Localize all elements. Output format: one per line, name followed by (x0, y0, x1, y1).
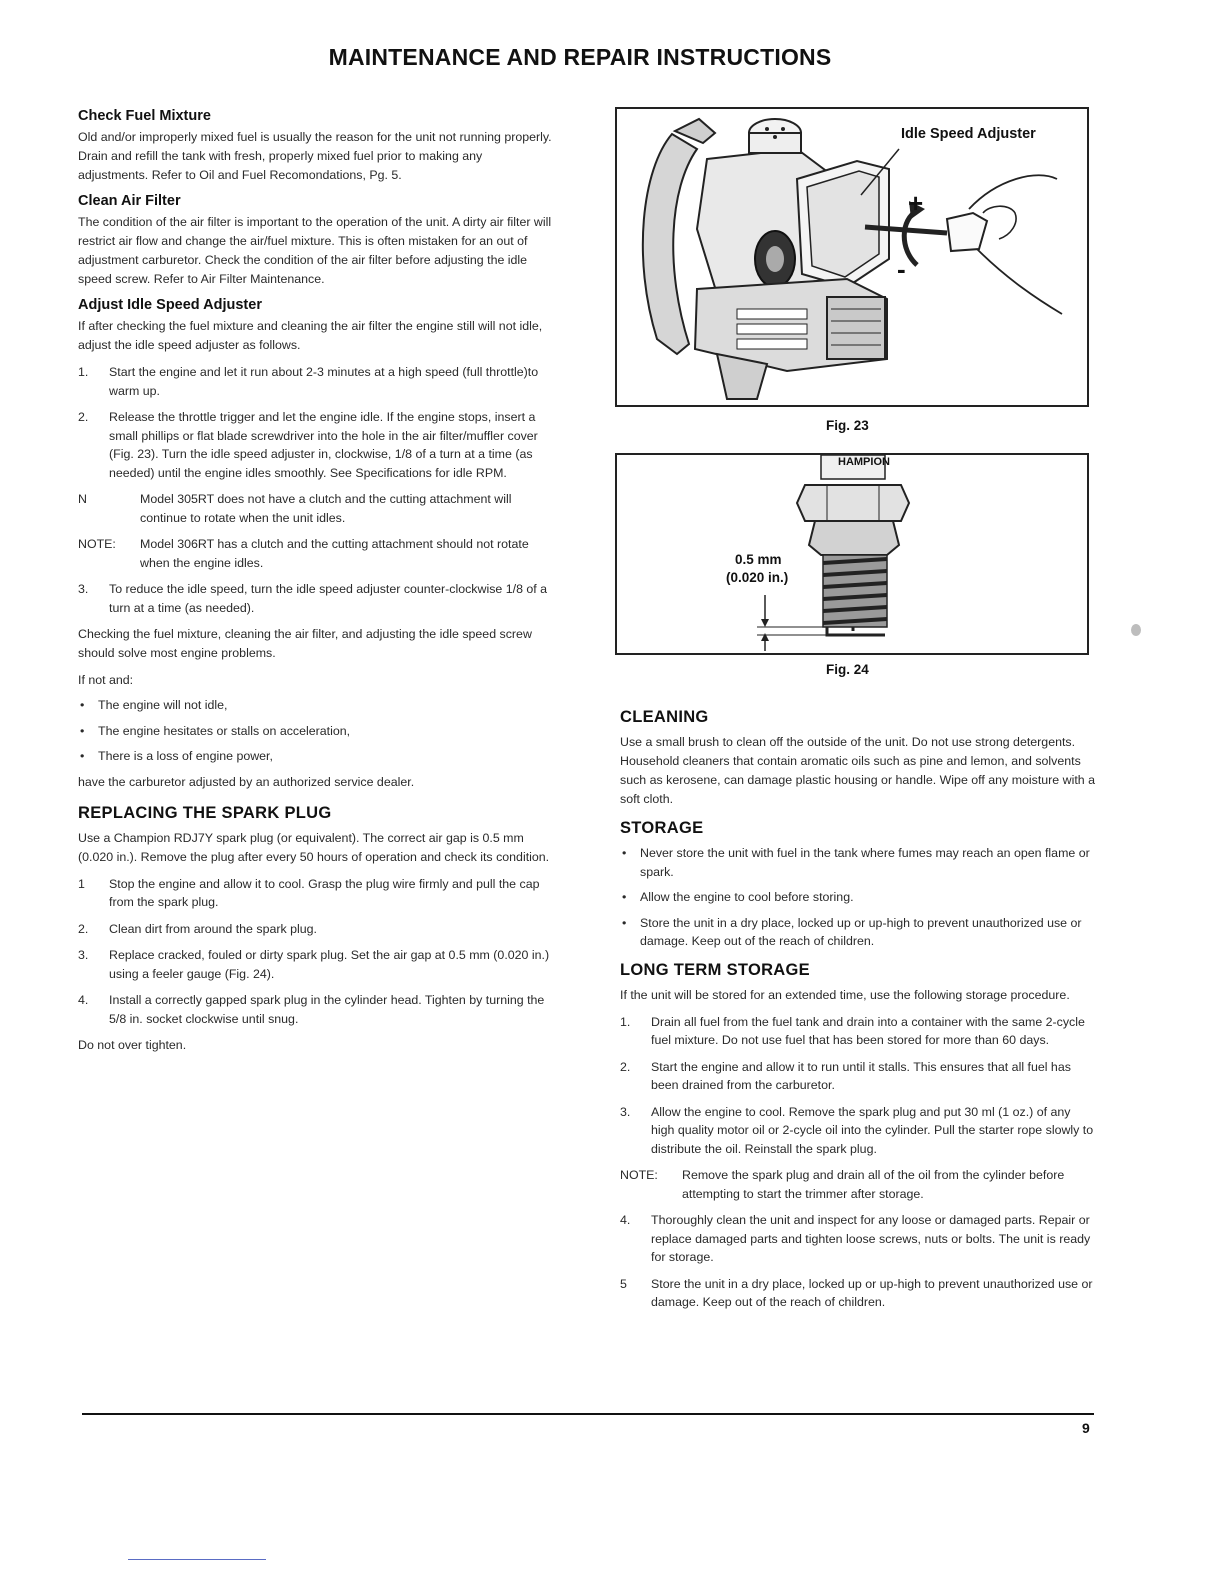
adjust-idle-intro: If after checking the fuel mixture and cleaning the air filter the engine still will not idle, adjust the idle speed adjuster as follows. (78, 319, 543, 352)
problem-bullets (78, 696, 553, 766)
note-text: Model 306RT has a clutch and the cutting attachment should not rotate when the engine idles. (140, 537, 529, 570)
note-label: NOTE: (620, 1168, 658, 1182)
list-item (78, 991, 553, 1028)
step-text: Stop the engine and allow it to cool. Grasp the plug wire firmly and pull the cap from the spark plug. (109, 876, 540, 909)
bullet-text: Never store the unit with fuel in the tank where fumes may reach an open flame or spark. (640, 846, 1090, 879)
step-text: Install a correctly gapped spark plug in the cylinder head. Tighten by turning the 5/8 in. socket clockwise until snug. (109, 993, 545, 1026)
step-text: Store the unit in a dry place, locked up or up-high to prevent unauthorized use or damage. Keep out of the reach of children. (651, 1276, 1093, 1309)
note-305rt (78, 490, 553, 527)
list-item (78, 875, 553, 912)
step-number: 3. (78, 582, 89, 596)
list-item (620, 1058, 1095, 1095)
list-item (78, 580, 553, 617)
left-column (78, 108, 553, 1063)
check-fuel-heading: Check Fuel Mixture (78, 108, 211, 124)
step-text: Clean dirt from around the spark plug. (109, 921, 317, 936)
figure-23-engine-illustration (615, 107, 1089, 407)
step-text: Start the engine and let it run about 2-3 minutes at a high speed (full throttle)to warm up. (109, 365, 539, 398)
long-term-steps-list (620, 1013, 1095, 1312)
list-item (78, 747, 553, 766)
step-text: Drain all fuel from the fuel tank and drain into a container with the same 2-cycle fuel mixture. Do not use fuel that has been stored for more than 60 days. (651, 1014, 1085, 1047)
page-number: 9 (1082, 1420, 1090, 1436)
dealer-text: have the carburetor adjusted by an authorized service dealer. (78, 774, 415, 789)
list-item (78, 363, 553, 400)
note-remove-plug (620, 1166, 1095, 1203)
adjust-idle-heading: Adjust Idle Speed Adjuster (78, 297, 262, 313)
clean-air-heading: Clean Air Filter (78, 193, 181, 209)
champion-brand-text: HAMPION (838, 456, 890, 468)
step-number: 1. (78, 365, 89, 379)
bullet-icon: • (622, 915, 627, 930)
long-term-intro: If the unit will be stored for an extended time, use the following storage procedure. (620, 987, 1070, 1002)
step-number: 2. (620, 1059, 631, 1074)
clean-air-text: The condition of the air filter is important to the operation of the unit. A dirty air filter will restrict air flow and change the air/fuel mixture. This is often mistaken for an out of adjustment carburetor. Check the condition of the air filter before adjusting the idle speed screw. Refer to Air Filter Maintenance. (78, 215, 552, 286)
if-not-text: If not and: (78, 673, 134, 687)
note-text: Remove the spark plug and drain all of the oil from the cylinder before attempting to start the trimmer after storage. (682, 1168, 1065, 1201)
note-label: NOTE: (78, 537, 116, 551)
step-text: Thoroughly clean the unit and inspect for any loose or damaged parts. Repair or replace damaged parts and tighten loose screws, nuts or bolts. The unit is ready for storage. (651, 1213, 1091, 1264)
step-number: 4. (78, 993, 89, 1007)
list-item (620, 914, 1095, 951)
step-text: Start the engine and allow it to run until it stalls. This ensures that all fuel has been drained from the carburetor. (651, 1059, 1071, 1092)
spark-steps-list (78, 875, 553, 1029)
gap-mm-label: 0.5 mm (735, 552, 782, 567)
list-item (78, 408, 553, 482)
list-item (78, 696, 553, 715)
bullet-text: There is a loss of engine power, (98, 749, 273, 763)
list-item (78, 920, 553, 939)
check-fuel-text: Old and/or improperly mixed fuel is usually the reason for the unit not running properly. Drain and refill the tank with fresh, properly mixed fuel prior to making any adjustments. Refer to Oil and Fuel Recomondations, Pg. 5. (78, 130, 552, 182)
idle-speed-adjuster-callout: Idle Speed Adjuster (901, 126, 1036, 142)
spark-closing-text: Do not over tighten. (78, 1038, 187, 1052)
note-text: Model 305RT does not have a clutch and the cutting attachment will continue to rotate when the unit idles. (140, 492, 512, 525)
step-number: 3. (78, 948, 89, 962)
bullet-icon: • (80, 723, 85, 738)
list-item (620, 1211, 1095, 1267)
scan-speck (1131, 624, 1141, 636)
spark-plug-heading: REPLACING THE SPARK PLUG (78, 803, 332, 822)
list-item (620, 1103, 1095, 1159)
list-item (620, 1275, 1095, 1312)
cleaning-heading: CLEANING (620, 708, 709, 726)
step-number: 2. (78, 410, 89, 424)
idle-steps-list (78, 363, 553, 617)
step-number: 4. (620, 1213, 631, 1227)
plus-sign: + (908, 188, 924, 218)
step-number: 3. (620, 1104, 631, 1119)
step-number: 1 (78, 876, 85, 891)
step-text: Release the throttle trigger and let the engine idle. If the engine stops, insert a small phillips or flat blade screwdriver into the hole in the air filter/muffler cover (Fig. 23). Turn the idle speed adjuster in, clockwise, 1/8 of a turn at a time (as needed) until the engine idles smoothly. See Specifications for idle RPM. (109, 410, 538, 480)
step-number: 5 (620, 1276, 627, 1291)
bullet-icon: • (80, 749, 85, 763)
footer-divider (82, 1413, 1094, 1415)
spark-plug-intro: Use a Champion RDJ7Y spark plug (or equivalent). The correct air gap is 0.5 mm (0.020 in.). Remove the plug after every 50 hours of operation and check its condition. (78, 830, 550, 864)
step-text: To reduce the idle speed, turn the idle speed adjuster counter-clockwise 1/8 of a turn at a time (as needed). (109, 582, 548, 615)
list-item (620, 844, 1095, 881)
step-number: 1. (620, 1014, 631, 1029)
page-title: MAINTENANCE AND REPAIR INSTRUCTIONS (328, 44, 832, 70)
cleaning-text: Use a small brush to clean off the outside of the unit. Do not use strong detergents. Household cleaners that contain aromatic oils such as pine and lemon, and solvents such as kerosene, can damage plastic housing or handle. Wipe off any moisture with a soft cloth. (620, 735, 1096, 806)
check-summary-text: Checking the fuel mixture, cleaning the air filter, and adjusting the idle speed screw should solve most engine problems. (78, 627, 532, 660)
bullet-text: Store the unit in a dry place, locked up or up-high to prevent unauthorized use or damage. Keep out of the reach of children. (640, 915, 1082, 948)
step-text: Replace cracked, fouled or dirty spark plug. Set the air gap at 0.5 mm (0.020 in.) using a feeler gauge (Fig. 24). (109, 948, 550, 981)
scan-edge-line (128, 1559, 266, 1560)
list-item (620, 888, 1095, 907)
storage-heading: STORAGE (620, 819, 704, 837)
storage-bullets (620, 844, 1095, 951)
bullet-icon: • (80, 698, 85, 712)
minus-sign: - (897, 254, 906, 284)
list-item (78, 946, 553, 983)
list-item (78, 722, 553, 741)
figure-24-spark-plug (615, 453, 1089, 655)
step-text: Allow the engine to cool. Remove the spark plug and put 30 ml (1 oz.) of any high quality motor oil or 2-cycle oil into the cylinder. Pull the starter rope slowly to distribute the oil. Reinstall the spark plug. (651, 1104, 1094, 1156)
fig-23-caption: Fig. 23 (826, 418, 869, 433)
bullet-text: The engine hesitates or stalls on acceleration, (98, 723, 351, 738)
bullet-icon: • (622, 890, 627, 904)
fig-24-caption: Fig. 24 (826, 662, 869, 677)
bullet-icon: • (622, 846, 627, 860)
spark-plug-illustration (617, 455, 1087, 653)
note-label: N (78, 492, 87, 506)
bullet-text: The engine will not idle, (98, 698, 228, 712)
long-term-storage-heading: LONG TERM STORAGE (620, 960, 810, 979)
note-306rt (78, 535, 553, 572)
gap-inch-label: (0.020 in.) (726, 570, 789, 585)
step-number: 2. (78, 921, 89, 936)
bullet-text: Allow the engine to cool before storing. (640, 890, 854, 904)
list-item (620, 1013, 1095, 1050)
right-column (620, 708, 1095, 1320)
engine-illustration (617, 109, 1087, 405)
